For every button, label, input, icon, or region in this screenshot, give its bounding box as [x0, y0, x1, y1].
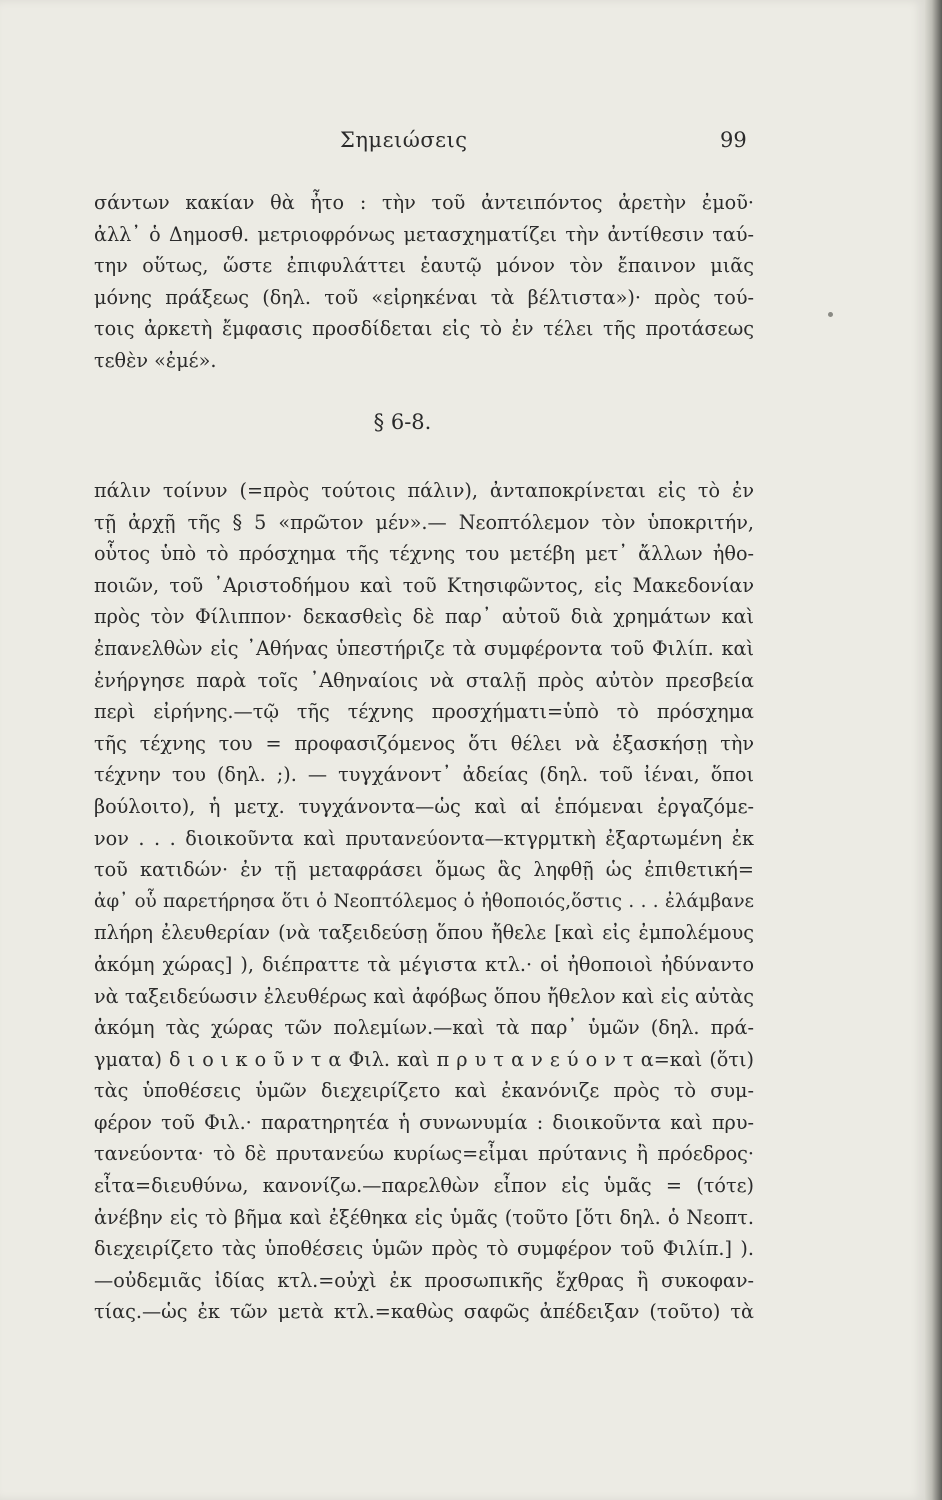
text-line: την οὕτως, ὥστε ἐπιφυλάττει ἑαυτῷ μόνον τὸν ἔπαινον μιᾶς	[94, 254, 754, 278]
text-line: τῇ ἀρχῇ τῆς § 5 «πρῶτον μέν».— Νεοπτόλεμον τὸν ὑποκριτήν,	[94, 510, 754, 534]
text-line: τεθὲν «ἐμέ».	[94, 348, 217, 372]
text-line: τίας.—ὡς ἐκ τῶν μετὰ κτλ.=καθὼς σαφῶς ἀπέδειξαν (τοῦτο) τὰ	[94, 1300, 754, 1324]
text-line: πάλιν τοίνυν (=πρὸς τούτοις πάλιν), ἀνταποκρίνεται εἰς τὸ ἐν	[94, 479, 754, 502]
text-line: ἐνήργησε παρὰ τοῖς ᾿Αθηναίοις νὰ σταλῇ πρὸς αὐτὸν πρεσβεία	[94, 668, 754, 692]
section-heading-text: § 6-8.	[373, 410, 432, 434]
text-line: μόνης πράξεως (δηλ. τοῦ «εἰρηκέναι τὰ βέλτιστα»)· πρὸς τού-	[94, 285, 754, 309]
text-line: τοις ἀρκετὴ ἔμφασις προσδίδεται εἰς τὸ ἐν τέλει τῆς προτάσεως	[94, 317, 754, 341]
page-number: 99	[720, 128, 747, 152]
text-line: περὶ εἰρήνης.—τῷ τῆς τέχνης προσχήματι=ὑπὸ τὸ πρόσχημα	[94, 700, 754, 724]
text-line: τανεύοντα· τὸ δὲ πρυτανεύω κυρίως=εἶμαι πρύτανις ἢ πρόεδρος·	[94, 1142, 754, 1166]
paragraph-2	[94, 475, 754, 1328]
text-line: τέχνην του (δηλ. ;). — τυγχάνοντ᾽ ἀδείας (δηλ. τοῦ ἰέναι, ὅποι	[94, 763, 754, 787]
text-line: πρὸς τὸν Φίλιππον· δεκασθεὶς δὲ παρ᾽ αὐτοῦ διὰ χρημάτων καὶ	[94, 605, 754, 629]
text-line: εἶτα=διευθύνω, κανονίζω.—παρελθὼν εἶπον εἰς ὑμᾶς = (τότε)	[94, 1174, 754, 1198]
text-line: ἐπανελθὼν εἰς ᾿Αθήνας ὑπεστήριζε τὰ συμφέροντα τοῦ Φιλίπ. καὶ	[94, 636, 754, 660]
text-line: βούλοιτο), ἡ μετχ. τυγχάνοντα—ὡς καὶ αἱ ἑπόμεναι ἐργαζόμε-	[94, 794, 754, 818]
running-title: Σημειώσεις	[340, 128, 468, 152]
text-line: ἀφ᾽ οὗ παρετήρησα ὅτι ὁ Νεοπτόλεμος ὁ ἠθοποιός,ὅστις . . . ἐλάμβανε	[94, 890, 754, 912]
page-edge-shadow	[925, 0, 942, 1500]
text-line: τοῦ κατιδών· ἐν τῇ μεταφράσει ὅμως ἃς ληφθῇ ὡς ἐπιθετική=	[94, 858, 754, 882]
text-line: φέρον τοῦ Φιλ.· παρατηρητέα ἡ συνωνυμία : διοικοῦντα καὶ πρυ-	[94, 1110, 754, 1134]
text-line: ἀκόμη χώρας] ), διέπραττε τὰ μέγιστα κτλ.· οἱ ἠθοποιοὶ ἠδύναντο	[94, 952, 754, 976]
text-line: νον . . . διοικοῦντα καὶ πρυτανεύοντα—κτγρμτκὴ ἐξαρτωμένη ἐκ	[94, 826, 754, 850]
section-heading	[0, 410, 925, 434]
text-line: τὰς ὑποθέσεις ὑμῶν διεχειρίζετο καὶ ἐκανόνιζε πρὸς τὸ συμ-	[94, 1079, 754, 1103]
text-line: νὰ ταξειδεύωσιν ἐλευθέρως καὶ ἀφόβως ὅπου ἤθελον καὶ εἰς αὐτὰς	[94, 984, 754, 1008]
text-line: διεχειρίζετο τὰς ὑποθέσεις ὑμῶν πρὸς τὸ συμφέρον τοῦ Φιλίπ.] ).	[94, 1237, 754, 1261]
paragraph-1	[94, 187, 754, 377]
text-line: πλήρη ἐλευθερίαν (νὰ ταξειδεύσῃ ὅπου ἤθελε [καὶ εἰς ἐμπολέμους	[94, 921, 754, 945]
text-line: ἀλλ᾽ ὁ Δημοσθ. μετριοφρόνως μετασχηματίζει τὴν ἀντίθεσιν ταύ-	[94, 222, 754, 246]
text-line: ἀκόμη τὰς χώρας τῶν πολεμίων.—καὶ τὰ παρ᾽ ὑμῶν (δηλ. πρά-	[94, 1016, 754, 1040]
running-head	[0, 128, 925, 158]
text-line: γματα) δ ι ο ι κ ο ῦ ν τ α Φιλ. καὶ π ρ υ τ α ν ε ύ ο ν τ α=καὶ (ὅτι)	[94, 1047, 754, 1071]
text-line: οὗτος ὑπὸ τὸ πρόσχημα τῆς τέχνης του μετέβη μετ᾽ ἄλλων ἠθο-	[94, 542, 754, 566]
text-line: ποιῶν, τοῦ ᾿Αριστοδήμου καὶ τοῦ Κτησιφῶντος, εἰς Μακεδονίαν	[94, 573, 754, 597]
paper-speck	[828, 312, 833, 317]
text-line: —οὐδεμιᾶς ἰδίας κτλ.=οὐχὶ ἐκ προσωπικῆς ἔχθρας ἢ συκοφαν-	[94, 1268, 754, 1292]
text-line: ἀνέβην εἰς τὸ βῆμα καὶ ἐξέθηκα εἰς ὑμᾶς (τοῦτο [ὅτι δηλ. ὁ Νεοπτ.	[94, 1205, 754, 1229]
text-line: σάντων κακίαν θὰ ἦτο : τὴν τοῦ ἀντειπόντος ἀρετὴν ἐμοῦ·	[94, 191, 754, 214]
text-line: τῆς τέχνης του = προφασιζόμενος ὅτι θέλει νὰ ἐξασκήσῃ τὴν	[94, 731, 754, 755]
